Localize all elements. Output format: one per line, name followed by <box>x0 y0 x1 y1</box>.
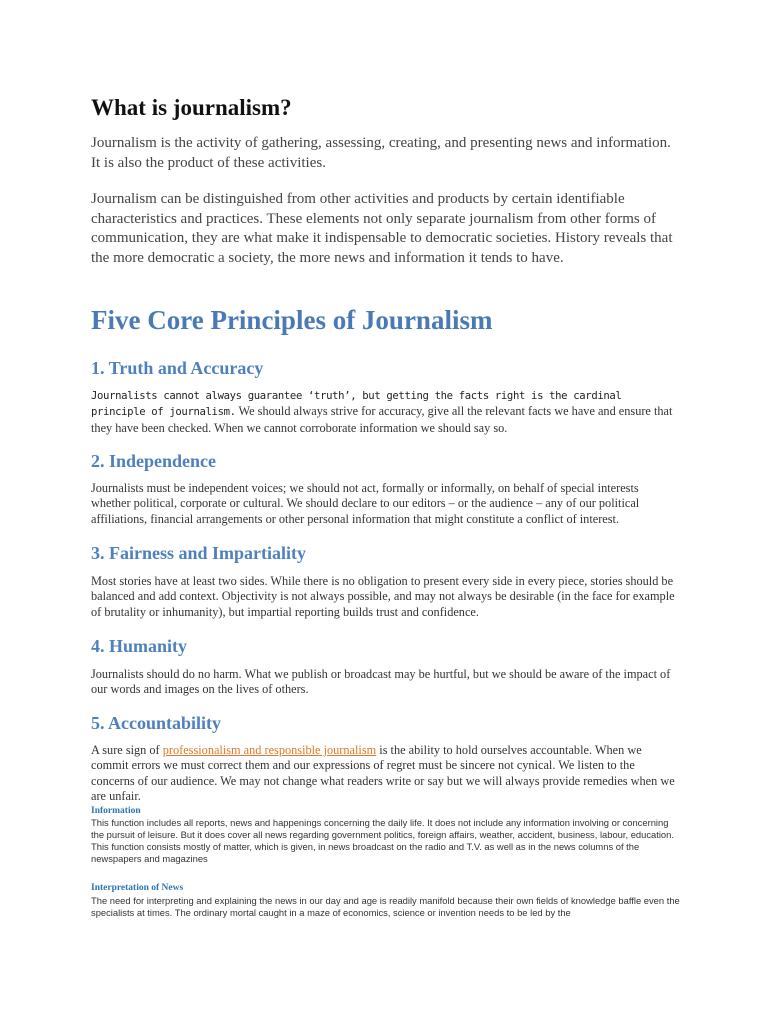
principle-text-accountability <box>91 743 681 805</box>
principle-text-humanity: Journalists should do no harm. What we publish or broadcast may be hurtful, but we should be aware of the impact of our words and images on the lives of others. <box>91 667 671 697</box>
intro-paragraph: Journalism is the activity of gathering, assessing, creating, and presenting news and information. It is also the product of these activities. <box>91 135 671 171</box>
principles-heading: Five Core Principles of Journalism <box>91 305 493 335</box>
accountability-text-end: is the ability to hold ourselves accountable. When we commit errors we must correct them and our expressions of regret must be sincere not cynical. We listen to the concerns of our audience. We may not change what readers write or say but we will always provide remedies when we are unfair. <box>91 743 675 804</box>
page-title: What is journalism? <box>91 95 292 120</box>
function-text-information: This function includes all reports, news and happenings concerning the daily life. It does not include any information involving or concerning the pursuit of leisure. But it does cover all news regarding government politics, foreign affairs, weather, accident, business, labour, education. This function consists mostly of matter, which is given, in news broadcast on the radio and T.V. as well as in the news columns of the newspapers and magazines <box>91 817 674 864</box>
principle-heading-independence: 2. Independence <box>91 451 217 471</box>
principle-heading-fairness: 3. Fairness and Impartiality <box>91 543 307 563</box>
intro-paragraph: Journalism can be distinguished from other activities and products by certain identifiable characteristics and practices. These elements not only separate journalism from other forms of communication, they are what make it indispensable to democratic societies. History reveals that the more democratic a society, the more news and information it tends to have. <box>91 191 673 266</box>
function-text-interpretation: The need for interpreting and explaining the news in our day and age is readily manifold because their own fields of knowledge baffle even the specialists at times. The ordinary mortal caught in a maze of economics, science or invention needs to be led by the <box>91 895 680 918</box>
professionalism-link[interactable]: professionalism and responsible journalism <box>162 743 377 757</box>
function-heading-information: Information <box>91 806 141 816</box>
principle-text-fairness: Most stories have at least two sides. While there is no obligation to present every side in every piece, stories should be balanced and add context. Objectivity is not always possible, and may not always be desirable (in the face for example of brutality or inhumanity), but impartial reporting builds trust and confidence. <box>91 574 675 619</box>
accountability-text-start: A sure sign of <box>91 743 163 757</box>
principle-lead-sentence: Journalists cannot always guarantee ‘truth’, but getting the facts right is the cardinal principle of journalism. <box>91 390 622 419</box>
principle-heading-humanity: 4. Humanity <box>91 636 188 656</box>
principle-text-independence: Journalists must be independent voices; we should not act, formally or informally, on behalf of special interests whether political, corporate or cultural. We should declare to our editors – or the audience – any of our political affiliations, financial arrangements or other personal information that might constitute a conflict of interest. <box>91 481 640 526</box>
principle-heading-truth: 1. Truth and Accuracy <box>91 358 264 378</box>
principle-heading-accountability: 5. Accountability <box>91 713 222 733</box>
principle-text-rest: We should always strive for accuracy, give all the relevant facts we have and ensure that they have been checked. When we cannot corroborate information we should say so. <box>91 404 673 435</box>
function-heading-interpretation: Interpretation of News <box>91 883 184 893</box>
principle-text-truth <box>91 388 681 436</box>
